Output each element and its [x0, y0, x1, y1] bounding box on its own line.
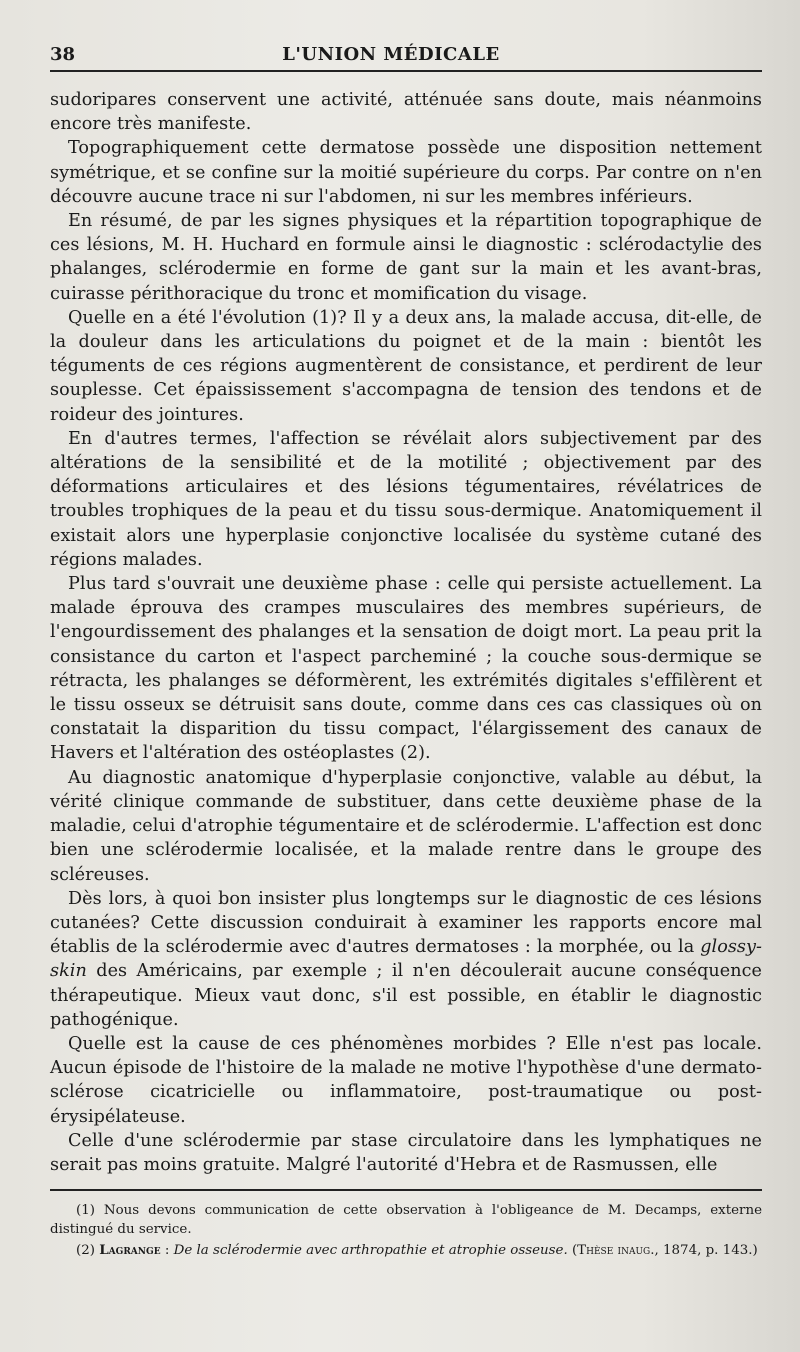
footnote-2-author: Lagrange [99, 1242, 161, 1259]
paragraph-3: En résumé, de par les signes physiques et la répartition topographique de ces lésions, M. H. Huchard en formule ainsi le diagnostic : sclérodactylie des phalanges, sclérodermie en forme de gant sur la main et les avant-bras, cuirasse périthoracique du tronc et momification du visage. [50, 211, 762, 304]
footnote-2-title: De la sclérodermie avec arthropathie et atrophie osseuse. [173, 1243, 568, 1259]
footnote-2-reference: 1874, p. 143.) [658, 1243, 758, 1259]
footnote-2-thesis: (Thèse inaug., [567, 1243, 659, 1259]
running-header [50, 40, 762, 72]
paragraph-6: Plus tard s'ouvrait une deuxième phase : celle qui persiste actuellement. La malade éprouva des crampes musculaires des membres supérieurs, de l'engourdissement des phalanges et la sensation de doigt mort. La peau prit la consistance du carton et l'aspect parcheminé ; la couche sous-dermique se rétracta, les phalanges se déformèrent, les extrémités digitales s'effilèrent et le tissu osseux se détruisit sans doute, comme dans ces cas classiques où on constatait la disparition du tissu compact, l'élargissement des canaux de Havers et l'altération des ostéoplastes (2). [50, 574, 762, 764]
paragraph-9: Quelle est la cause de ces phénomènes morbides ? Elle n'est pas locale. Aucun épisode de l'histoire de la malade ne motive l'hypothèse d'une dermato-sclérose cicatricielle ou inflammatoire, post-traumatique ou post-érysipélateuse. [50, 1033, 762, 1127]
glossy-skin-term: glossy-skin [50, 937, 762, 982]
footnote-divider [50, 1189, 762, 1191]
footnote-2-marker: (2) [76, 1243, 100, 1259]
journal-title: L'UNION MÉDICALE [282, 44, 500, 65]
footnote-2 [50, 1241, 762, 1260]
paragraph-8 [50, 887, 762, 1032]
paragraph-7: Au diagnostic anatomique d'hyperplasie conjonctive, valable au début, la vérité clinique commande de substituer, dans cette deuxième phase de la maladie, celui d'atrophie tégumentaire et de sclérodermie. L'affection est donc bien une sclérodermie localisée, et la malade rentre dans le groupe des scléreuses. [50, 767, 762, 885]
paragraph-8-end: des Américains, par exemple ; il n'en découlerait aucune conséquence thérapeutique. Mieux vaut donc, s'il est possible, en établir le diagnostic pathogénique. [50, 961, 762, 1030]
footnote-1: (1) Nous devons communication de cette observation à l'obligeance de M. Decamps, externe distingué du service. [50, 1203, 762, 1238]
paragraph-5: En d'autres termes, l'affection se révélait alors subjectivement par des altérations de la sensibilité et de la motilité ; objectivement par des déformations articulaires et des lésions tégumentaires, révélatrices de troubles trophiques de la peau et du tissu sous-dermique. Anatomiquement il existait alors une hyperplasie conjonctive localisée du système cutané des régions malades. [50, 428, 762, 570]
body-text [50, 88, 762, 1177]
paragraph-2: Topographiquement cette dermatose possède une disposition nettement symétrique, et se confine sur la moitié supérieure du corps. Par contre on n'en découvre aucune trace ni sur l'abdomen, ni sur les membres inférieurs. [50, 138, 762, 207]
page-number: 38 [50, 44, 76, 65]
paragraph-1: sudoripares conservent une activité, atténuée sans doute, mais néanmoins encore très manifeste. [50, 90, 762, 135]
footnotes [50, 1201, 762, 1260]
footnote-2-separator: : [160, 1243, 174, 1259]
paragraph-8-start: Dès lors, à quoi bon insister plus longtemps sur le diagnostic de ces lésions cutanées? Cette discussion conduirait à examiner les rapports encore mal établis de la sclérodermie avec d'autres dermatoses : la morphée, ou la [50, 888, 762, 958]
paragraph-4: Quelle en a été l'évolution (1)? Il y a deux ans, la malade accusa, dit-elle, de la douleur dans les articulations du poignet et de la main : bientôt les téguments de ces régions augmentèrent de consistance, et perdirent de leur souplesse. Cet épaississement s'accompagna de tension des tendons et de roideur des jointures. [50, 307, 762, 425]
paragraph-10: Celle d'une sclérodermie par stase circulatoire dans les lymphatiques ne serait pas moins gratuite. Malgré l'autorité d'Hebra et de Rasmussen, elle [50, 1130, 762, 1175]
